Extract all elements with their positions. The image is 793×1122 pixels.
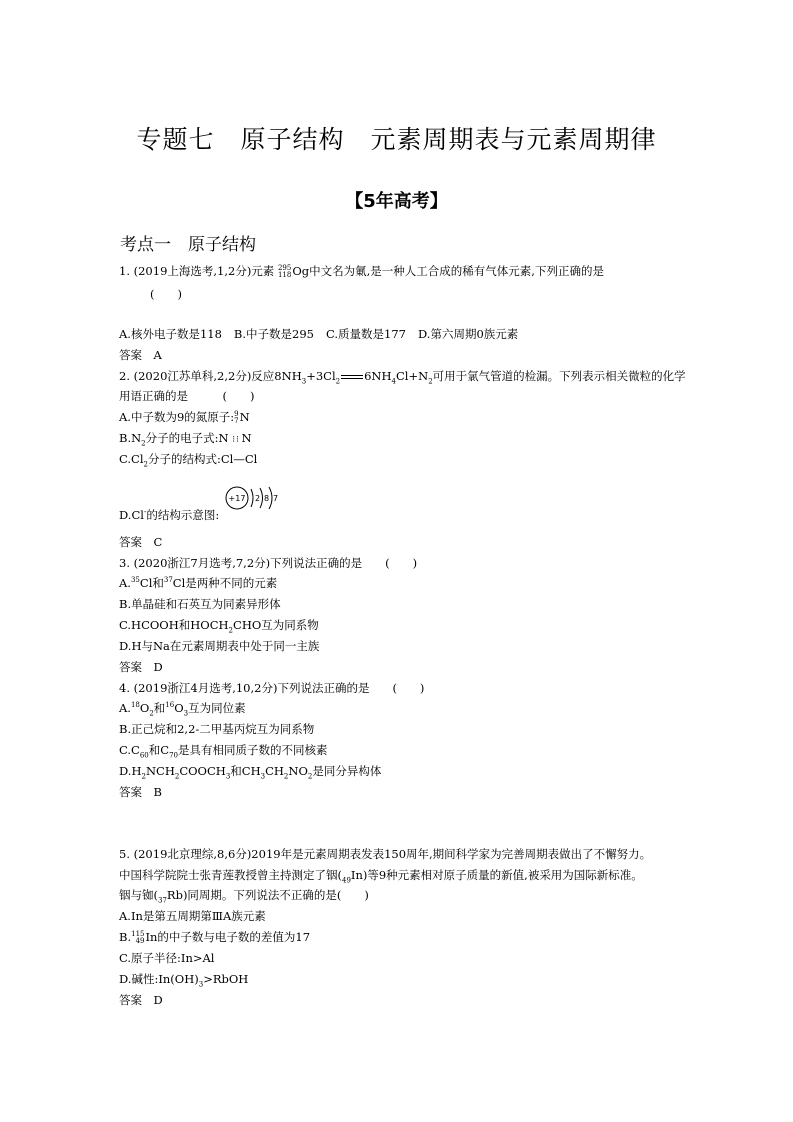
shell-arc-1 bbox=[251, 489, 253, 507]
q1-answer: 答案 A bbox=[119, 348, 162, 362]
q5-stem-line1: 5. (2019北京理综,8,6分)2019年是元素周期表发表150周年,期间科学家为完善周期表做出了不懈努力。 bbox=[119, 847, 652, 861]
q2-option-c: $C.Cl_2$分子的结构式:Cl—Cl bbox=[119, 452, 258, 469]
q4-option-c: $C.C_{60}$和$C_{70}$是具有相同质子数的不同核素 bbox=[119, 743, 328, 760]
electron-dots: ⁝ ⁝ bbox=[232, 435, 238, 445]
q3-option-d: D.H与Na在元素周期表中处于同一主族 bbox=[119, 639, 320, 653]
q1-paren: ( ) bbox=[150, 287, 182, 301]
q5-stem-line2: 中国科学院院士张青莲教授曾主持测定了铟$(_{49}In)$等9种元素相对原子质量的新值,被采用为国际新标准。 bbox=[119, 868, 643, 885]
section-heading: 考点一 原子结构 bbox=[120, 235, 256, 255]
shell-electrons-3: 7 bbox=[273, 494, 279, 503]
q1-isotope: 295 118 bbox=[277, 264, 292, 279]
q2-option-b: $B.N_2$分子的电子式:N ⁝ ⁝ N bbox=[119, 431, 252, 448]
q2-answer: 答案 C bbox=[119, 535, 163, 549]
nucleus-charge: +17 bbox=[228, 494, 246, 503]
q4-option-d: $D.H_2NCH_2COOCH_3$和$CH_3CH_2NO_2$是同分异构体 bbox=[119, 764, 382, 781]
q1-option-a: A.核外电子数是118 bbox=[119, 327, 222, 341]
shell-arc-2 bbox=[260, 488, 263, 508]
q4-option-a: $A.^{18}O_2$和$^{16}O_3$互为同位素 bbox=[119, 701, 246, 718]
chloride-structure-diagram bbox=[224, 484, 282, 518]
q5-option-a: A.In是第五周期第ⅢA族元素 bbox=[119, 909, 266, 923]
page-subtitle: 【5年高考】 bbox=[345, 191, 448, 212]
q2-option-d: D.Cl-的结构示意图: bbox=[119, 508, 220, 522]
q5-stem-line3: 铟与铷$(_{37}Rb)$同周期。下列说法不正确的是( ) bbox=[119, 888, 369, 905]
q2-stem-line1: 2. (2020江苏单科,2,2分)反应$8NH_3+3Cl_2$ $6NH_4Cl+N_2$可用于氯气管道的检漏。下列表示相关微粒的化学 bbox=[119, 369, 686, 386]
q4-stem: 4. (2019浙江4月选考,10,2分)下列说法正确的是 ( ) bbox=[119, 681, 425, 695]
q5-option-c: C.原子半径:In>Al bbox=[119, 951, 215, 965]
q4-answer: 答案 B bbox=[119, 785, 162, 799]
q1-option-c: C.质量数是177 bbox=[325, 327, 406, 341]
q3-answer: 答案 D bbox=[119, 660, 163, 674]
shell-electrons-1: 2 bbox=[255, 494, 261, 503]
q3-option-b: B.单晶硅和石英互为同素异形体 bbox=[119, 597, 281, 611]
shell-arc-3 bbox=[269, 487, 272, 509]
q4-option-b: B.正己烷和2,2-二甲基丙烷互为同系物 bbox=[119, 722, 315, 736]
q5-option-d: D.碱性$:In(OH)_3>RbOH$ bbox=[119, 972, 249, 989]
q2-option-a: A.中子数为9的氮原子: 9 7 N bbox=[119, 410, 250, 425]
shell-electrons-2: 8 bbox=[264, 494, 270, 503]
q3-option-a: A.$^{35}$Cl和$^{37}$Cl是两种不同的元素 bbox=[119, 576, 278, 590]
q1-option-d: D.第六周期0族元素 bbox=[417, 327, 519, 341]
q3-stem: 3. (2020浙江7月选考,7,2分)下列说法正确的是 ( ) bbox=[119, 556, 418, 570]
q5-answer: 答案 D bbox=[119, 993, 163, 1007]
q1-stem: 1. (2019上海选考,1,2分)元素 295 118 Og中文名为氭,是一种人工合成的稀有气体元素,下列正确的是 bbox=[119, 264, 604, 279]
q1-options bbox=[119, 327, 530, 341]
q1-option-b: B.中子数是295 bbox=[233, 327, 314, 341]
q3-option-c: C.HCOOH和$HOCH_2CHO$互为同系物 bbox=[119, 618, 319, 635]
page-title: 专题七 原子结构 元素周期表与元素周期律 bbox=[136, 125, 657, 154]
q2-stem-line2: 用语正确的是 ( ) bbox=[119, 389, 255, 403]
reaction-arrow bbox=[341, 375, 363, 379]
q5-option-b: B. 115 49 In的中子数与电子数的差值为17 bbox=[119, 930, 311, 945]
